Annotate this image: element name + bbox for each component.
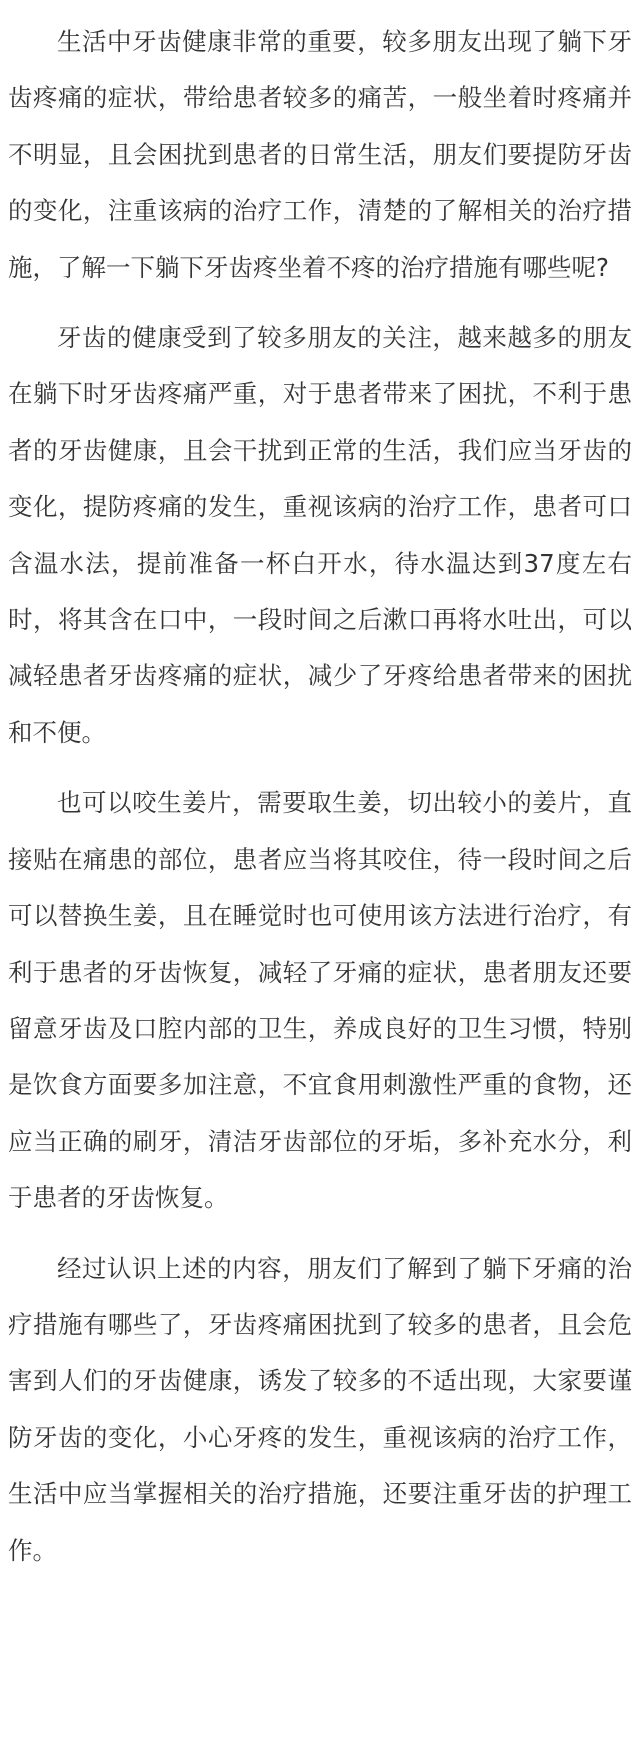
paragraph-2: 牙齿的健康受到了较多朋友的关注，越来越多的朋友在躺下时牙齿疼痛严重，对于患者带来了困扰，不利于患者的牙齿健康，且会干扰到正常的生活，我们应当牙齿的变化，提防疼痛的发生，重视该病的治疗工作，患者可口含温水法，提前准备一杯白开水，待水温达到37度左右时，将其含在口中，一段时间之后漱口再将水吐出，可以减轻患者牙齿疼痛的症状，减少了牙疼给患者带来的困扰和不便。 [8,323,632,747]
paragraph-4: 经过认识上述的内容，朋友们了解到了躺下牙痛的治疗措施有哪些了，牙齿疼痛困扰到了较多的患者，且会危害到人们的牙齿健康，诱发了较多的不适出现，大家要谨防牙齿的变化，小心牙疼的发生，重视该病的治疗工作，生活中应当掌握相关的治疗措施，还要注重牙齿的护理工作。 [8,1253,632,1565]
paragraph-1: 生活中牙齿健康非常的重要，较多朋友出现了躺下牙齿疼痛的症状，带给患者较多的痛苦，一般坐着时疼痛并不明显，且会困扰到患者的日常生活，朋友们要提防牙齿的变化，注重该病的治疗工作，清楚的了解相关的治疗措施，了解一下躺下牙齿疼坐着不疼的治疗措施有哪些呢? [8,27,632,282]
paragraph-3: 也可以咬生姜片，需要取生姜，切出较小的姜片，直接贴在痛患的部位，患者应当将其咬住，待一段时间之后可以替换生姜，且在睡觉时也可使用该方法进行治疗，有利于患者的牙齿恢复，减轻了牙痛的症状，患者朋友还要留意牙齿及口腔内部的卫生，养成良好的卫生习惯，特别是饮食方面要多加注意，不宜食用刺激性严重的食物，还应当正确的刷牙，清洁牙齿部位的牙垢，多补充水分，利于患者的牙齿恢复。 [8,788,632,1213]
